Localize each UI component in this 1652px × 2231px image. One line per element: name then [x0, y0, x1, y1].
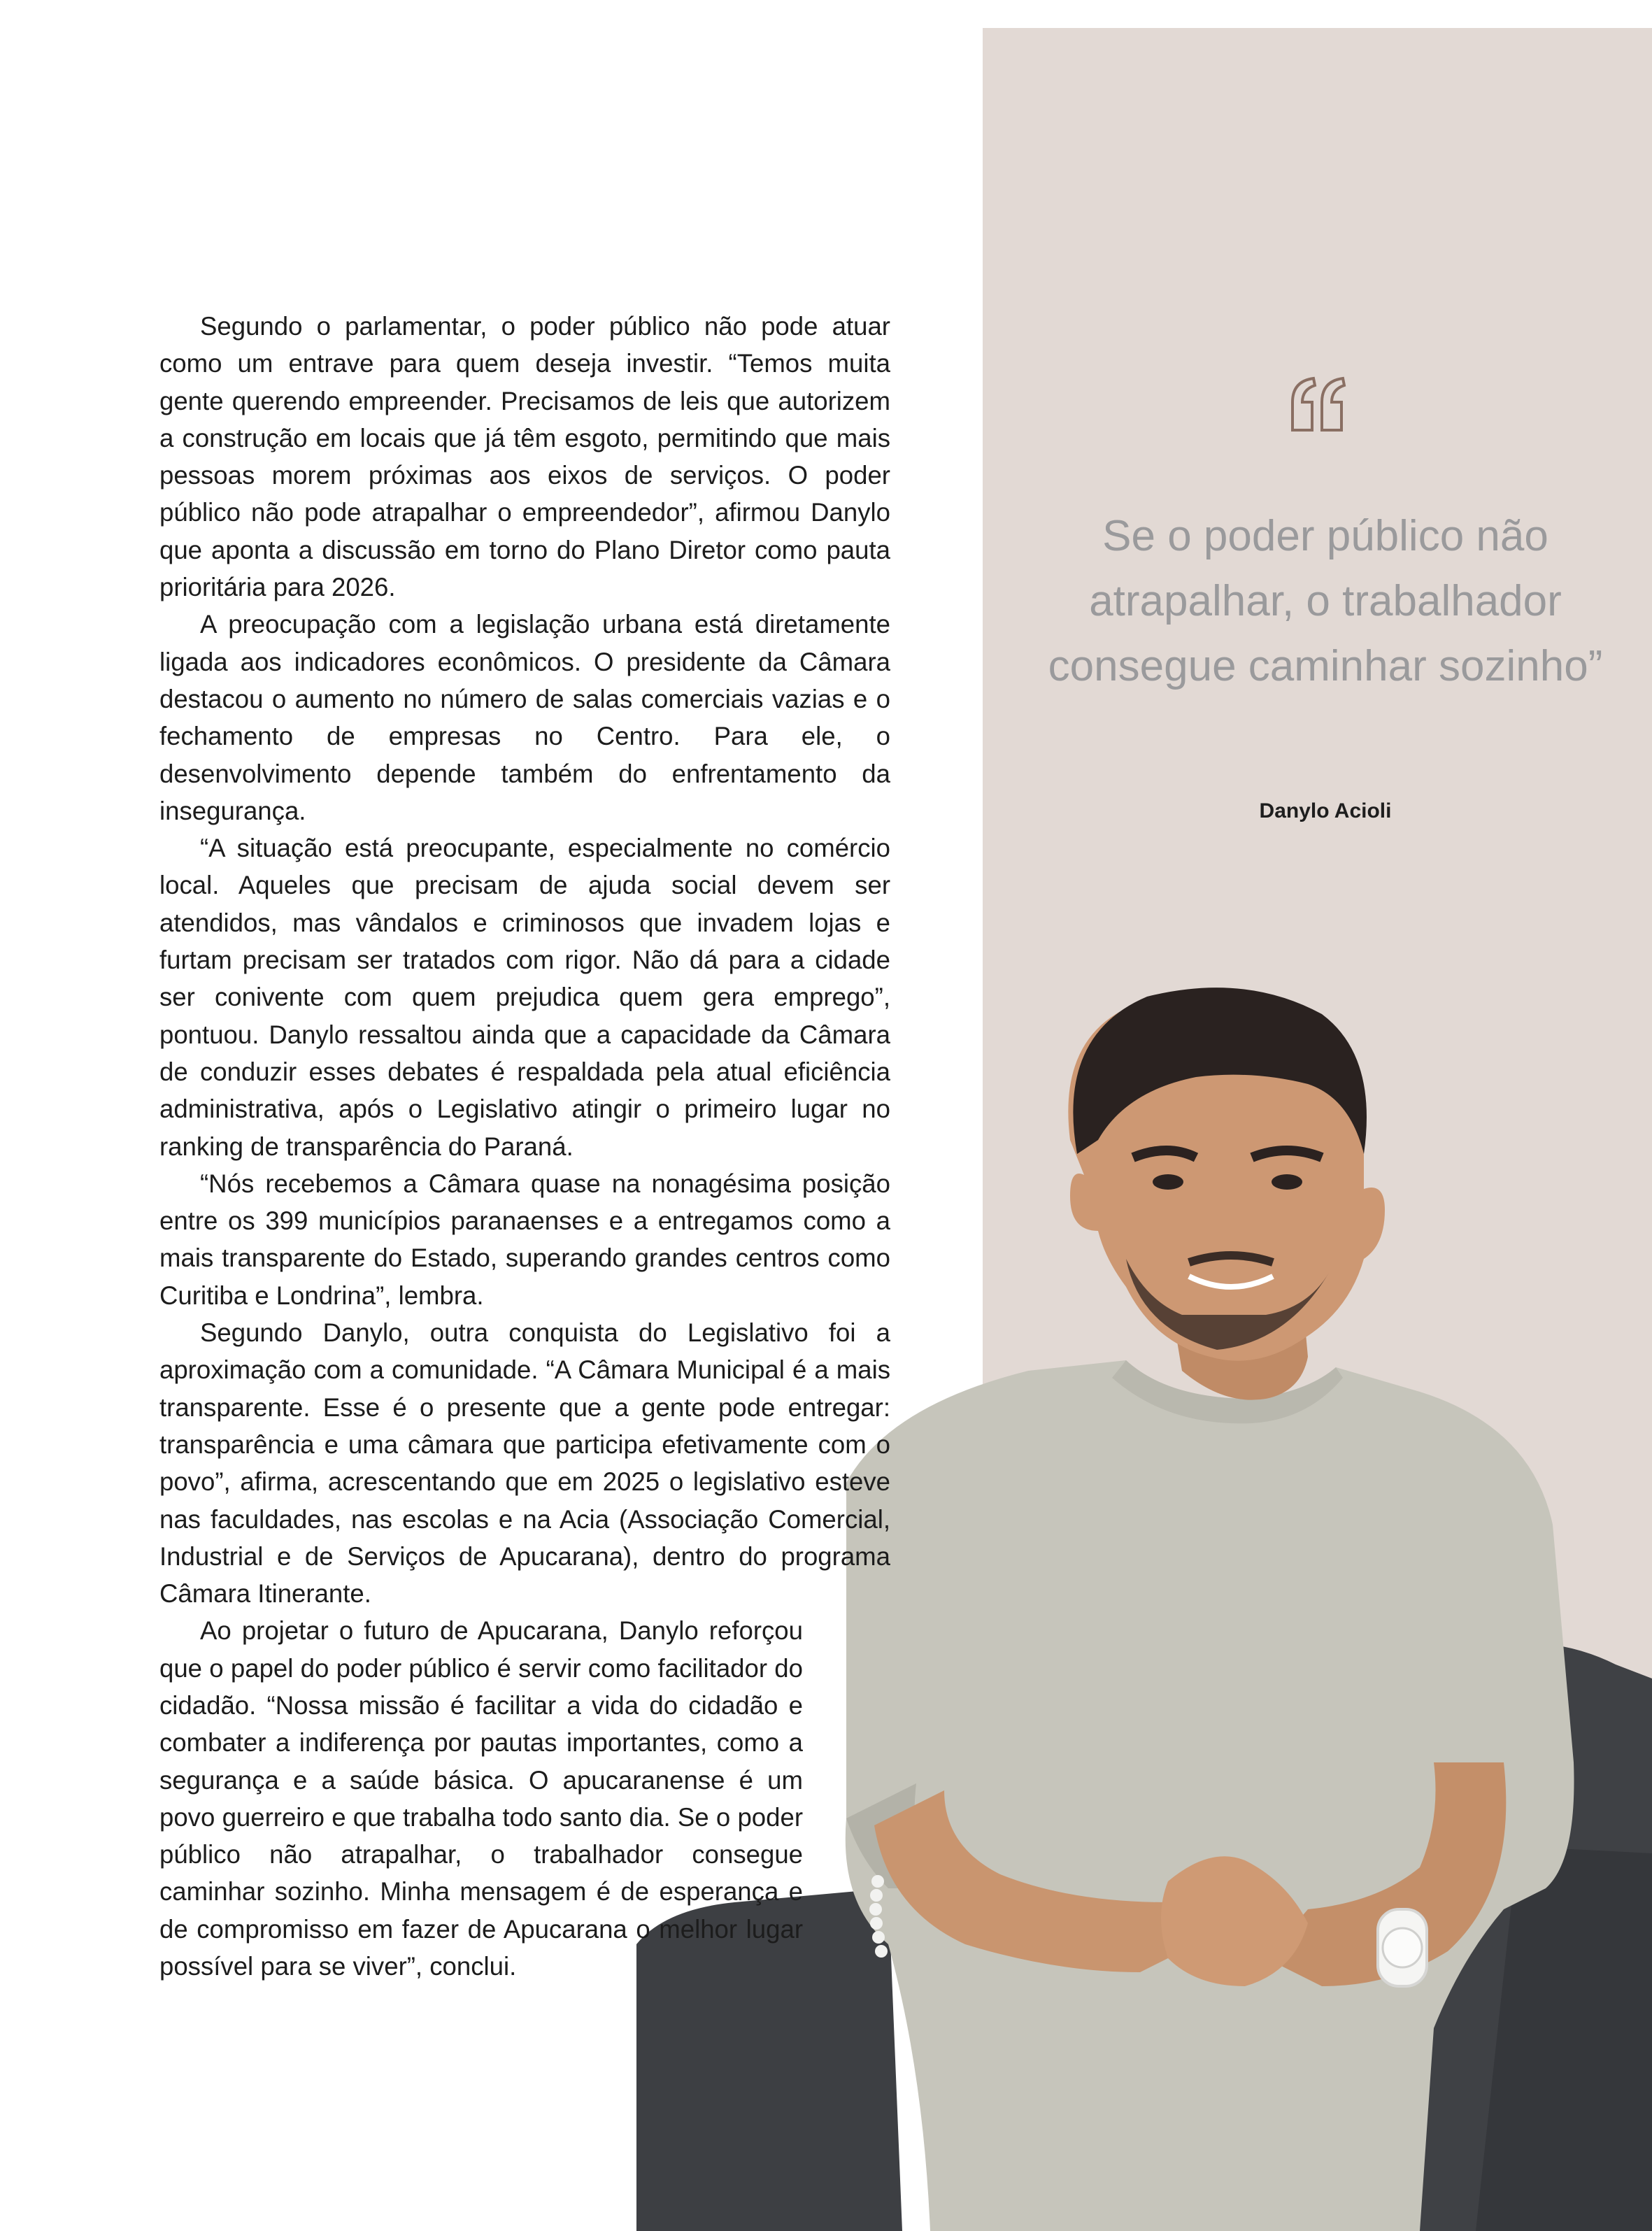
article-paragraph: Segundo o parlamentar, o poder público não pode atuar como um entrave para quem deseja investir. “Temos muita gente querendo empreender. Precisamos de leis que autorizem a construção em locais que já têm esgoto, permitindo que mais pessoas morem próximas aos eixos de serviços. O poder público não pode atrapalhar o empreendedor”, afirmou Danylo que aponta a discussão em torno do Plano Diretor como pauta prioritária para 2026.	[159, 312, 890, 602]
article-paragraph: “A situação está preocupante, especialmente no comércio local. Aqueles que precisam de ajuda social devem ser atendidos, mas vândalos e criminosos que invadem lojas e furtam precisam ser tratados com rigor. Não dá para a cidade ser conivente com quem prejudica quem gera emprego”, pontuou. Danylo ressaltou ainda que a capacidade da Câmara de conduzir esses debates é respaldada pela atual eficiência administrativa, após o Legislativo atingir o primeiro lugar no ranking de transparência do Paraná.	[159, 834, 890, 1161]
article-paragraph: “Nós recebemos a Câmara quase na nonagésima posição entre os 399 municípios paranaenses e a entregamos como a mais transparente do Estado, superando grandes centros como Curitiba e Londrina”, lembra.	[159, 1169, 890, 1310]
pullquote-author: Danylo Acioli	[1259, 799, 1392, 822]
pullquote-text: Se o poder público não atrapalhar, o trabalhador consegue caminhar sozinho”	[1048, 512, 1603, 690]
open-quote-icon	[983, 374, 1652, 458]
article-paragraph: Ao projetar o futuro de Apucarana, Danylo reforçou que o papel do poder público é servir como facilitador do cidadão. “Nossa missão é facilitar a vida do cidadão e combater a indiferença por pautas importantes, como a segurança e a saúde básica. O apucaranense é um povo guerreiro e que trabalha todo santo dia. Se o poder público não atrapalhar, o trabalhador consegue caminhar sozinho. Minha mensagem é de esperança e de compromisso em fazer de Apucarana o melhor lugar possível para se viver”, conclui.	[159, 1616, 803, 1981]
article-paragraph: A preocupação com a legislação urbana está diretamente ligada aos indicadores econômicos. O presidente da Câmara destacou o aumento no número de salas comerciais vazias e o fechamento de empresas no Centro. Para ele, o desenvolvimento depende também do enfrentamento da insegurança.	[159, 610, 890, 825]
article-paragraph: Segundo Danylo, outra conquista do Legislativo foi a aproximação com a comunidade. “A Câmara Municipal é a mais transparente. Esse é o presente que a gente pode entregar: transparência e uma câmara que participa efetivamente com o povo”, afirma, acrescentando que em 2025 o legislativo esteve nas faculdades, nas escolas e na Acia (Associação Comercial, Industrial e de Serviços de Apucarana), dentro do programa Câmara Itinerante.	[159, 1318, 890, 1609]
article-body	[159, 308, 890, 1985]
